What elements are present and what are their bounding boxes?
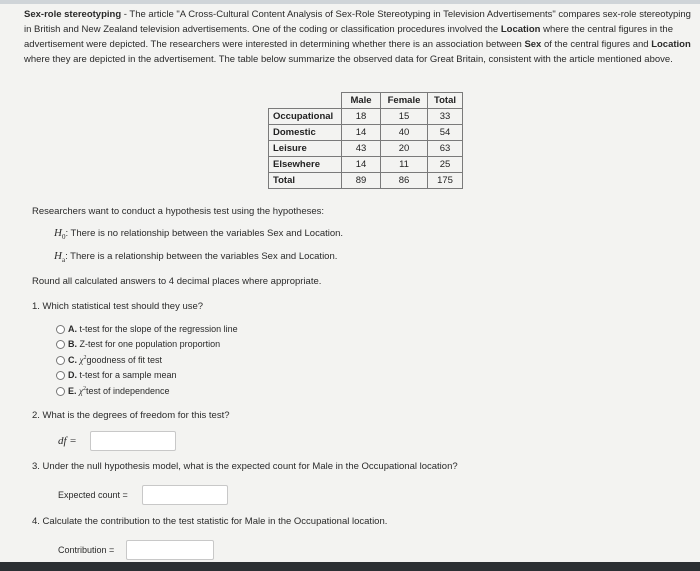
option-text: test of independence	[86, 386, 170, 396]
row-label: Leisure	[269, 141, 342, 157]
cell-female: 40	[381, 125, 428, 141]
chi-exponent: 2	[83, 386, 86, 392]
chi-letter: χ	[79, 386, 83, 396]
option-text: Z-test for one population proportion	[79, 339, 221, 349]
option-b[interactable]	[56, 339, 220, 349]
intro-heading: Sex-role stereotyping	[24, 9, 122, 20]
intro-bold-location: Location	[500, 24, 541, 35]
cell-male: 43	[342, 141, 381, 157]
cell-total: 63	[428, 141, 463, 157]
cell-female: 20	[381, 141, 428, 157]
col-header-total: Total	[428, 93, 463, 109]
intro-text-3: of the central figures and	[541, 39, 652, 50]
table-corner	[269, 93, 342, 109]
row-label: Elsewhere	[269, 157, 342, 173]
h0-symbol	[54, 227, 66, 242]
option-letter: C.	[68, 355, 77, 365]
option-d[interactable]	[56, 370, 177, 380]
question-3-text: 3. Under the null hypothesis model, what is the expected count for Male in the Occupational location?	[32, 461, 458, 472]
ha-letter: H	[54, 250, 62, 262]
problem-intro	[24, 7, 696, 67]
radio-button[interactable]	[56, 371, 65, 380]
h0-letter: H	[54, 227, 62, 239]
question-1-text: 1. Which statistical test should they use?	[32, 301, 204, 312]
top-edge-bar	[0, 0, 700, 4]
table-header-row	[269, 93, 463, 109]
cell-female: 11	[381, 157, 428, 173]
contribution-input[interactable]	[126, 540, 214, 560]
cell-total: 175	[428, 173, 463, 189]
cell-total: 25	[428, 157, 463, 173]
cell-male: 14	[342, 125, 381, 141]
intro-text-1: The article "A Cross-Cultural Content Analysis of Sex-Role Stereotyping in Television Advertisements" compares sex-role stereotyping in British and New Zealand television advertisements. One of the coding or classification procedures involved the	[24, 9, 691, 35]
chi-exponent: 2	[83, 355, 87, 361]
intro-text-4: where they are depicted in the advertisement. The table below summarize the observed data for Great Britain, consistent with the article mentioned above.	[24, 54, 673, 65]
option-text: t-test for the slope of the regression line	[79, 324, 238, 334]
option-letter: A.	[68, 324, 77, 334]
col-header-female: Female	[381, 93, 428, 109]
intro-dash: -	[121, 9, 130, 20]
table-row	[269, 141, 463, 157]
radio-button[interactable]	[56, 387, 65, 396]
null-hypothesis	[54, 227, 343, 241]
option-text: goodness of fit test	[86, 355, 163, 365]
contribution-label: Contribution =	[58, 545, 115, 555]
cell-total: 54	[428, 125, 463, 141]
option-letter: E.	[68, 386, 77, 396]
chi-symbol	[80, 355, 87, 365]
expected-count-input[interactable]	[142, 485, 228, 505]
intro-text-2: where the central figures in the advertisement were depicted. The researchers were interested in determining whether there is an association between	[24, 24, 673, 50]
bottom-edge-bar	[0, 562, 700, 571]
cell-female: 15	[381, 109, 428, 125]
option-a[interactable]	[56, 324, 238, 334]
intro-bold-location-2: Location	[651, 39, 691, 50]
cell-female: 86	[381, 173, 428, 189]
chi-symbol	[79, 386, 86, 396]
rounding-instruction: Round all calculated answers to 4 decimal places where appropriate.	[32, 276, 322, 287]
option-letter: D.	[68, 370, 77, 380]
row-label: Total	[269, 173, 342, 189]
alternative-hypothesis	[54, 250, 337, 264]
df-input[interactable]	[90, 431, 176, 451]
h0-subscript: 0	[61, 233, 66, 242]
option-e[interactable]	[56, 386, 170, 396]
researchers-text: Researchers want to conduct a hypothesis test using the hypotheses:	[32, 206, 325, 217]
observed-data-table	[268, 92, 463, 189]
question-2-text: 2. What is the degrees of freedom for this test?	[32, 410, 230, 421]
cell-male: 14	[342, 157, 381, 173]
cell-total: 33	[428, 109, 463, 125]
col-header-male: Male	[342, 93, 381, 109]
ha-text: : There is a relationship between the variables Sex and Location.	[65, 251, 338, 262]
row-label: Occupational	[269, 109, 342, 125]
table-row	[269, 109, 463, 125]
radio-button[interactable]	[56, 340, 65, 349]
ha-subscript: a	[61, 256, 66, 265]
h0-text: : There is no relationship between the variables Sex and Location.	[65, 228, 344, 239]
cell-male: 89	[342, 173, 381, 189]
option-c[interactable]	[56, 355, 162, 365]
chi-letter: χ	[79, 355, 84, 365]
question-4-text: 4. Calculate the contribution to the test statistic for Male in the Occupational location.	[32, 516, 388, 527]
option-text: t-test for a sample mean	[79, 370, 177, 380]
option-letter: B.	[68, 339, 77, 349]
intro-bold-sex: Sex	[524, 39, 542, 50]
radio-button[interactable]	[56, 356, 65, 365]
table-row	[269, 157, 463, 173]
cell-male: 18	[342, 109, 381, 125]
row-label: Domestic	[269, 125, 342, 141]
radio-button[interactable]	[56, 325, 65, 334]
table-row-total	[269, 173, 463, 189]
expected-count-label: Expected count =	[58, 490, 128, 500]
ha-symbol	[54, 250, 66, 265]
table-row	[269, 125, 463, 141]
df-label: df =	[58, 435, 77, 447]
